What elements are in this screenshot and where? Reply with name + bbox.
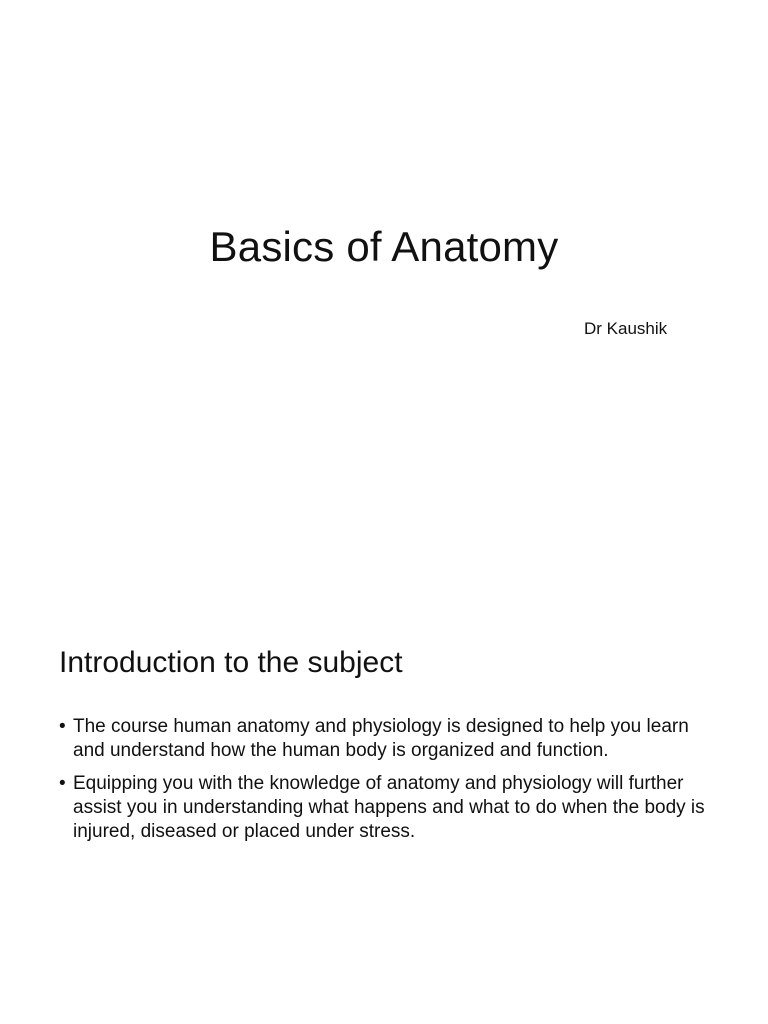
bullet-item xyxy=(59,715,719,763)
bullet-item xyxy=(59,772,719,844)
bullet-list xyxy=(59,715,719,853)
slide-title: Basics of Anatomy xyxy=(209,223,559,270)
slide-heading: Introduction to the subject xyxy=(59,646,403,679)
bullet-icon: • xyxy=(59,773,66,794)
slide-author: Dr Kaushik xyxy=(584,319,668,338)
bullet-text: Equipping you with the knowledge of anatomy and physiology will further assist you in understanding what happens and what to do when the body is injured, diseased or placed under stress. xyxy=(73,773,705,842)
bullet-text: The course human anatomy and physiology is designed to help you learn and understand how the human body is organized and function. xyxy=(73,716,689,761)
bullet-icon: • xyxy=(59,716,66,737)
content-slide xyxy=(0,512,768,1024)
